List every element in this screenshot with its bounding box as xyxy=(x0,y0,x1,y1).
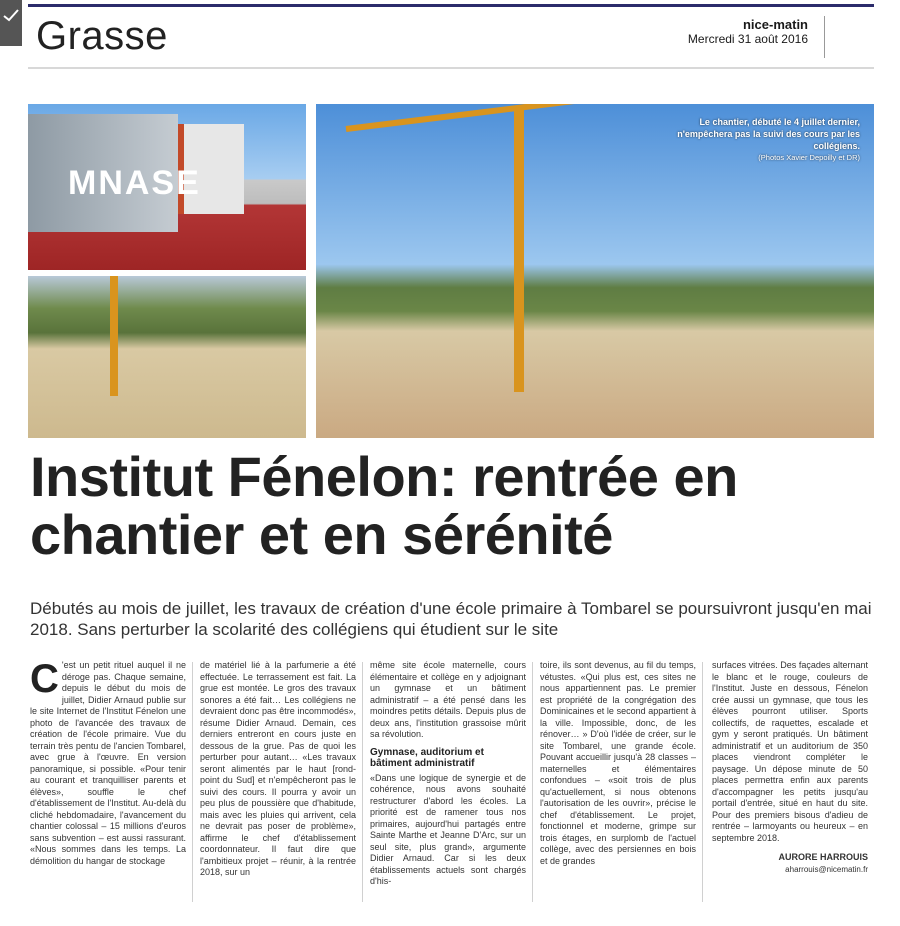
author-name: AURORE HARROUIS xyxy=(778,852,868,862)
column-3-text-a: même site école maternelle, cours élémentaire et collège en y adjoignant un gymnase et un bâtiment administratif – a été pensé dans les moindres petits détails. Depuis plus de deux ans, l'institution grassoise mûrit sa révolution. xyxy=(370,660,526,739)
photo-caption xyxy=(650,116,860,164)
column-4-text: toire, ils sont devenus, au fil du temps, vétustes. «Qui plus est, ces sites ne nous appartiennent pas. Le premier est propriété de la congrégation des Dominicaines et le second appartient à la ville. Impossible, donc, de les rénover… » D'où l'idée de créer, sur le site Tombarel, une grande école. Pouvant accueillir jusqu'à 28 classes – maternelles et élémentaires confondues – «soit trois de plus qu'actuellement, si nous obtenons l'autorisation de les ouvrir», précise le chef d'établissement. Le projet, fonctionnel et moderne, grimpe sur trois étages, en surplomb de l'actuel collège, avec des persiennes en bois et de grandes xyxy=(540,660,696,866)
column-divider xyxy=(702,662,703,902)
column-5-text: surfaces vitrées. Des façades alternant le blanc et le rouge, couleurs de l'Institut. Juste en dessous, Fénelon crée aussi un gymnase, que tous les élèves pourront utiliser. Sports collectifs, de raquettes, escalade et gym y seront pratiqués. Un bâtiment administratif et un auditorium de 350 places viendront compléter le paysage. Un dépose minute de 50 places permettra enfin aux parents d'accompagner les petits jusqu'au portail d'entrée, situé en haut du site. Pour des premiers bisous d'adieu de rentrée – larmoyants ou heureux – en septembre 2018. xyxy=(712,660,868,843)
paper-masthead xyxy=(688,17,808,47)
standfirst: Débutés au mois de juillet, les travaux de création d'une école primaire à Tombarel se poursuivront jusqu'en mai 2018. Sans perturber la scolarité des collégiens qui étudient sur le site xyxy=(30,599,872,639)
photo-credit: (Photos Xavier Depoilly et DR) xyxy=(758,153,860,162)
column-divider xyxy=(362,662,363,902)
article-column-1 xyxy=(30,657,186,867)
article-column-2 xyxy=(200,660,356,879)
article-column-4 xyxy=(540,660,696,867)
column-2-text: de matériel lié à la parfumerie a été effectuée. Le terrassement est fait. La grue est montée. Le gros des travaux sonores a été fait… Les collégiens ne devraient donc pas être incommodés», résume Didier Arnaud. Demain, ces derniers entreront en cours juste en dessous de la grue. Pas de quoi les perturber pour autant… «Les travaux seront alimentés par le haut [rond-point du Sud] et n'empêcheront pas le suivi des cours. Il pourra y avoir un peu plus de poussière que d'habitude, mais avec les pluies qui arrivent, cela ne devrait pas poser de problème», affirme le chef d'établissement coordonnateur. Il faut dire que l'ambitieux projet – réunir, à la rentrée 2018, sur un xyxy=(200,660,356,877)
article-column-5 xyxy=(712,660,868,875)
column-3-text-b: «Dans une logique de synergie et de cohérence, nous avons souhaité restructurer d'abord les écoles. La priorité est de ramener tous nos primaires, aujourd'hui partagés entre Sainte Marthe et Jeanne D'Arc, sur un seul site, plus grand», argumente Didier Arnaud. Car si les deux établissements actuels sont chargés d'his- xyxy=(370,772,526,886)
gymnase-sign: MNASE xyxy=(68,164,201,202)
column-divider xyxy=(532,662,533,902)
corner-tab[interactable] xyxy=(0,0,22,46)
top-rule xyxy=(28,4,874,7)
site-photo-small xyxy=(28,276,306,438)
paper-name: nice-matin xyxy=(742,17,808,32)
column-1-text: 'est un petit rituel auquel il ne déroge pas. Chaque semaine, depuis le début du mois de juillet, Didier Arnaud publie sur le site Internet de l'Institut Fénelon une photo de l'avancée des travaux de création de l'école primaire. Vue du terrain très pentu de l'ancien Tombarel, avec grue à l'œuvre. En version panoramique, si possible. «Pour tenir au courant et tranquilliser parents et élèves», souffle le chef d'établissement de l'Institut. Au-delà du cliché hebdomadaire, l'avancement du chantier colossal – 15 millions d'euros sans subvention – est aussi rassurant. «Nous sommes dans les temps. La démolition du hangar de stockage xyxy=(30,660,186,866)
drop-cap: C xyxy=(30,657,59,701)
rendering-photo xyxy=(28,104,306,270)
article-column-3 xyxy=(370,660,526,888)
crane-jib xyxy=(346,104,609,132)
column-divider xyxy=(192,662,193,902)
header-divider xyxy=(824,16,825,58)
check-icon xyxy=(2,8,20,22)
headline: Institut Fénelon: rentrée en chantier et en sérénité xyxy=(30,445,738,566)
caption-text: Le chantier, débuté le 4 juillet dernier, n'empêchera pas la suivi des cours par les collégiens. xyxy=(677,117,860,151)
issue-date: Mercredi 31 août 2016 xyxy=(687,32,808,46)
site-photo-large xyxy=(316,104,874,438)
header-rule xyxy=(28,67,874,69)
subheading: Gymnase, auditorium et bâtiment administratif xyxy=(370,746,484,769)
crane-mast-large xyxy=(514,110,524,392)
crane-mast xyxy=(110,276,118,396)
author-email[interactable]: aharrouis@nicematin.fr xyxy=(785,864,868,874)
section-title: Grasse xyxy=(36,14,168,58)
